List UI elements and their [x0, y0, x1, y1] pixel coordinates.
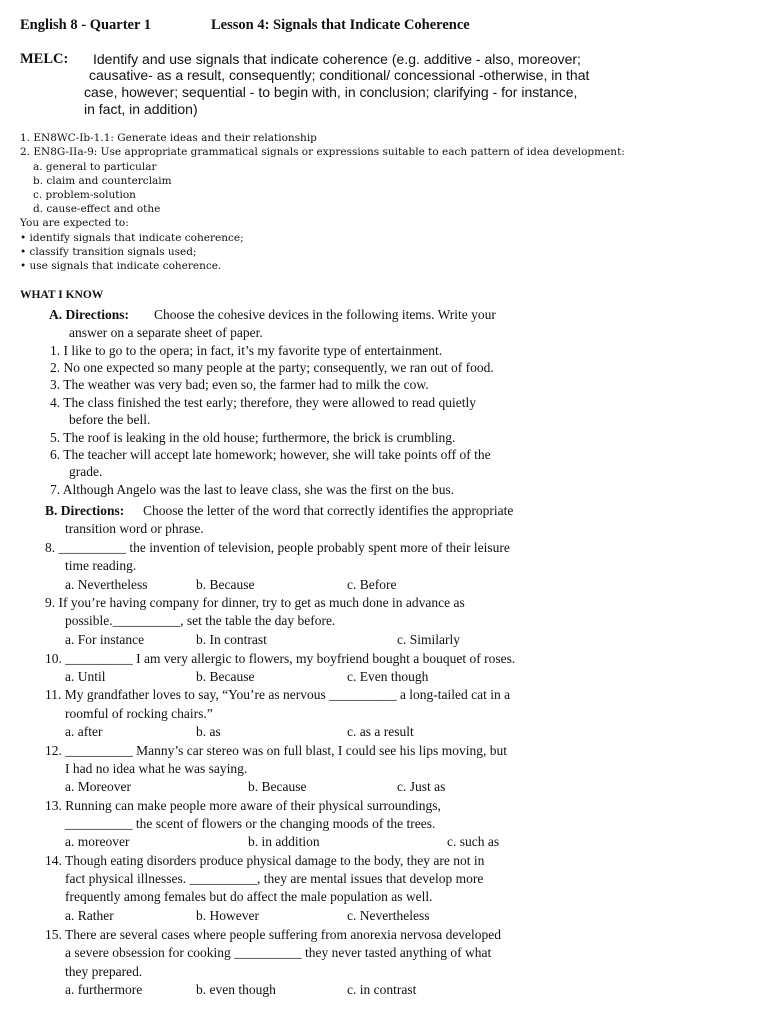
answer-choice: c. such as: [447, 834, 500, 849]
competency-subitem: d. cause-effect and othe: [33, 203, 161, 215]
answer-choice: a. Until: [65, 669, 106, 684]
question-item-cont: grade.: [69, 464, 103, 479]
answer-choice: c. Nevertheless: [347, 908, 430, 923]
answer-choice: c. as a result: [347, 724, 414, 739]
course-title: English 8 - Quarter 1: [20, 17, 152, 33]
part-b-directions: Choose the letter of the word that correctly identifies the appropriate: [143, 503, 514, 518]
question-item: 2. No one expected so many people at the party; consequently, we ran out of food.: [50, 360, 494, 375]
answer-choice: b. Because: [196, 577, 255, 592]
objective-item: • use signals that indicate coherence.: [20, 260, 222, 272]
answer-choice: a. moreover: [65, 834, 130, 849]
answer-choice: a. Rather: [65, 908, 114, 923]
part-b-label: B. Directions:: [45, 503, 125, 518]
question-item: 1. I like to go to the opera; in fact, it’s my favorite type of entertainment.: [50, 343, 443, 358]
question-item: 5. The roof is leaking in the old house; furthermore, the brick is crumbling.: [50, 430, 456, 445]
answer-choice: c. Similarly: [397, 632, 460, 647]
part-a-directions: Choose the cohesive devices in the following items. Write your: [154, 307, 496, 322]
answer-choice: b. In contrast: [196, 632, 267, 647]
answer-choice: b. in addition: [248, 834, 320, 849]
answer-choice: b. Because: [248, 779, 307, 794]
question-item-cont: frequently among females but do affect the male population as well.: [65, 889, 433, 904]
question-item: 8. __________ the invention of television, people probably spent more of their leisure: [45, 540, 510, 555]
melc-line: in fact, in addition): [84, 101, 198, 117]
competency-subitem: b. claim and counterclaim: [33, 175, 172, 187]
question-item: 9. If you’re having company for dinner, try to get as much done in advance as: [45, 595, 465, 610]
answer-choice: c. in contrast: [347, 982, 417, 997]
question-item: 11. My grandfather loves to say, “You’re as nervous __________ a long-tailed cat in a: [45, 687, 511, 702]
answer-choice: c. Even though: [347, 669, 429, 684]
answer-choice: b. However: [196, 908, 259, 923]
melc-label: MELC:: [20, 51, 69, 67]
answer-choice: a. For instance: [65, 632, 145, 647]
question-item: 10. __________ I am very allergic to flowers, my boyfriend bought a bouquet of roses.: [45, 651, 516, 666]
question-item-cont: before the bell.: [69, 412, 151, 427]
part-b-directions: transition word or phrase.: [65, 521, 204, 536]
question-item: 3. The weather was very bad; even so, the farmer had to milk the cow.: [50, 377, 429, 392]
answer-choice: a. furthermore: [65, 982, 143, 997]
objective-item: • identify signals that indicate coherence;: [20, 232, 244, 244]
question-item-cont: they prepared.: [65, 964, 143, 979]
answer-choice: a. Nevertheless: [65, 577, 148, 592]
part-a-directions: answer on a separate sheet of paper.: [69, 325, 263, 340]
answer-choice: c. Just as: [397, 779, 446, 794]
question-item: 14. Though eating disorders produce physical damage to the body, they are not in: [45, 853, 485, 868]
answer-choice: b. even though: [196, 982, 276, 997]
question-item-cont: fact physical illnesses. __________, they are mental issues that develop more: [65, 871, 484, 886]
question-item-cont: roomful of rocking chairs.”: [65, 706, 213, 721]
answer-choice: b. as: [196, 724, 221, 739]
lesson-title: Lesson 4: Signals that Indicate Coherence: [211, 17, 470, 33]
question-item-cont: I had no idea what he was saying.: [65, 761, 248, 776]
question-item: 12. __________ Manny’s car stereo was on full blast, I could see his lips moving, but: [45, 743, 507, 758]
part-a-label: A. Directions:: [49, 307, 129, 322]
competency-item: 1. EN8WC-Ib-1.1: Generate ideas and their relationship: [20, 132, 317, 144]
question-item-cont: a severe obsession for cooking __________ they never tasted anything of what: [65, 945, 492, 960]
objectives-intro: You are expected to:: [20, 217, 129, 229]
answer-choice: c. Before: [347, 577, 397, 592]
melc-line: case, however; sequential - to begin with, in conclusion; clarifying - for instance,: [84, 84, 578, 100]
melc-line: causative- as a result, consequently; conditional/ concessional -otherwise, in that: [89, 67, 590, 83]
question-item-cont: time reading.: [65, 558, 137, 573]
objective-item: • classify transition signals used;: [20, 246, 197, 258]
question-item: 6. The teacher will accept late homework; however, she will take points off of the: [50, 447, 491, 462]
question-item: 13. Running can make people more aware of their physical surroundings,: [45, 798, 441, 813]
answer-choice: b. Because: [196, 669, 255, 684]
question-item: 4. The class finished the test early; therefore, they were allowed to read quietly: [50, 395, 476, 410]
answer-choice: a. Moreover: [65, 779, 131, 794]
section-title: WHAT I KNOW: [20, 289, 104, 301]
question-item-cont: __________ the scent of flowers or the changing moods of the trees.: [65, 816, 436, 831]
question-item-cont: possible.__________, set the table the day before.: [65, 613, 336, 628]
competency-subitem: c. problem-solution: [33, 189, 136, 201]
competency-item: 2. EN8G-IIa-9: Use appropriate grammatical signals or expressions suitable to each pattern of idea development:: [20, 146, 625, 158]
question-item: 15. There are several cases where people suffering from anorexia nervosa developed: [45, 927, 502, 942]
melc-line: Identify and use signals that indicate coherence (e.g. additive - also, moreover;: [93, 51, 581, 67]
competency-subitem: a. general to particular: [33, 161, 157, 173]
question-item: 7. Although Angelo was the last to leave class, she was the first on the bus.: [50, 482, 455, 497]
answer-choice: a. after: [65, 724, 103, 739]
